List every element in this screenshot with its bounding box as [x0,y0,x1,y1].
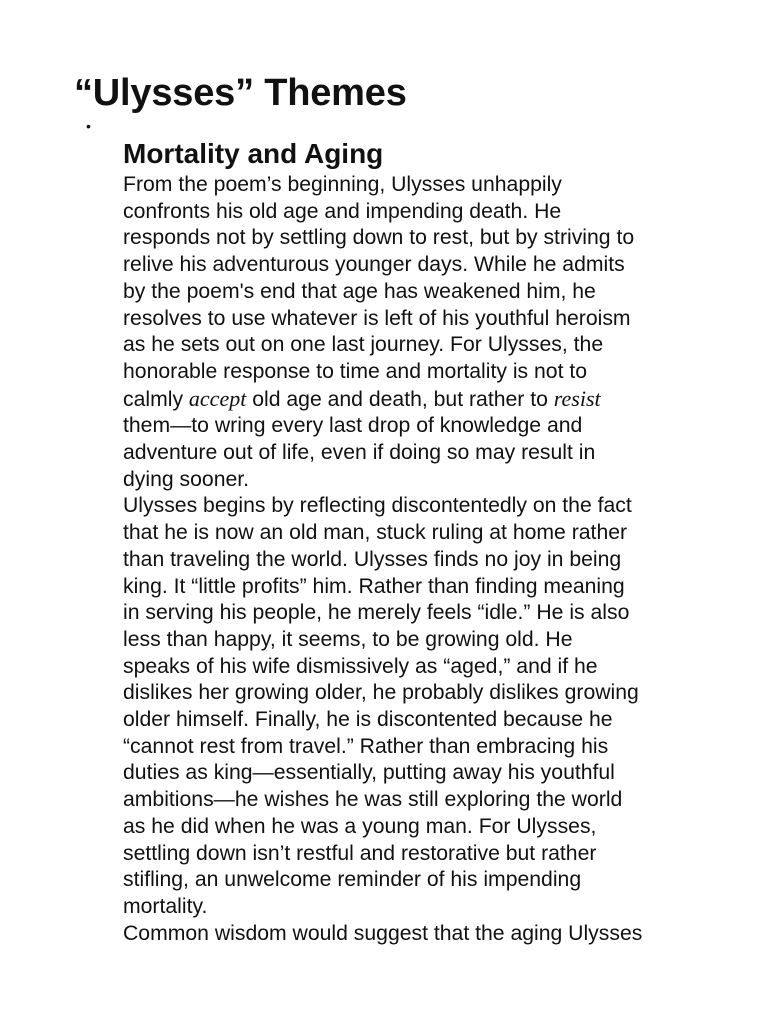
body-text-line [123,921,703,948]
body-text-line [123,306,703,333]
section-body [123,172,703,947]
text-run: that he is now an old man, stuck ruling at home rather [123,521,628,545]
document-title: “Ulysses” Themes [74,72,407,114]
body-text-line [123,627,703,654]
body-text-line [123,680,703,707]
body-text-line [123,520,703,547]
body-text-line [123,225,703,252]
body-text-line [123,760,703,787]
theme-section [123,136,703,947]
text-run: them—to wring every last drop of knowledge and [123,414,583,438]
body-text-line [123,252,703,279]
body-text-line [123,332,703,359]
emphasized-word: resist [553,385,601,411]
text-run: stifling, an unwelcome reminder of his impending [123,868,582,892]
body-text-line [123,467,703,494]
text-run: Common wisdom would suggest that the aging Ulysses [123,921,643,945]
body-text-line [123,867,703,894]
body-text-line [123,894,703,921]
text-run: “cannot rest from travel.” Rather than embracing his [123,734,609,758]
body-text-line [123,279,703,306]
text-run: ambitions—he wishes he was still exploring the world [123,788,623,812]
text-run: relive his adventurous younger days. While he admits [123,253,625,277]
text-run: dislikes her growing older, he probably dislikes growing [123,681,639,705]
body-text-line [123,841,703,868]
text-run: in serving his people, he merely feels “idle.” He is also [123,601,630,625]
text-run: confronts his old age and impending death. He [123,199,562,223]
text-run: honorable response to time and mortality is not to [123,359,588,383]
text-run: mortality. [123,894,208,918]
text-run: by the poem's end that age has weakened him, he [123,279,596,303]
text-run: speaks of his wife dismissively as “aged,” and if he [123,654,598,678]
text-run: adventure out of life, even if doing so may result in [123,441,596,465]
body-text-line [123,734,703,761]
body-text-line [123,547,703,574]
body-text-line [123,814,703,841]
text-run: dying sooner. [123,467,250,491]
body-text-line [123,440,703,467]
body-text-line [123,787,703,814]
body-text-line [123,707,703,734]
emphasized-word: accept [188,385,247,411]
section-heading: Mortality and Aging [123,138,384,169]
body-text-line [123,199,703,226]
text-run: as he sets out on one last journey. For Ulysses, the [123,333,604,357]
body-text-line [123,493,703,520]
text-run: as he did when he was a young man. For Ulysses, [123,814,597,838]
body-text-line [123,654,703,681]
text-run: than traveling the world. Ulysses finds no joy in being [123,547,622,571]
body-text-line [123,172,703,199]
body-text-line [123,574,703,601]
text-run: resolves to use whatever is left of his youthful heroism [123,306,631,330]
text-run: Ulysses begins by reflecting discontentedly on the fact [123,494,632,518]
text-run: less than happy, it seems, to be growing old. He [123,627,573,651]
text-run: older himself. Finally, he is discontented because he [123,708,613,732]
bullet-marker: • [86,118,91,134]
text-run: From the poem’s beginning, Ulysses unhappily [123,173,562,196]
body-text-line [123,600,703,627]
body-text-line [123,413,703,440]
body-text-line [123,386,703,414]
text-run: old age and death, but rather to [246,387,554,411]
body-text-line [123,359,703,386]
text-run: calmly [123,387,189,411]
text-run: king. It “little profits” him. Rather than finding meaning [123,574,625,598]
text-run: duties as king—essentially, putting away his youthful [123,761,615,785]
text-run: responds not by settling down to rest, but by striving to [123,226,635,250]
text-run: settling down isn’t restful and restorative but rather [123,841,597,865]
